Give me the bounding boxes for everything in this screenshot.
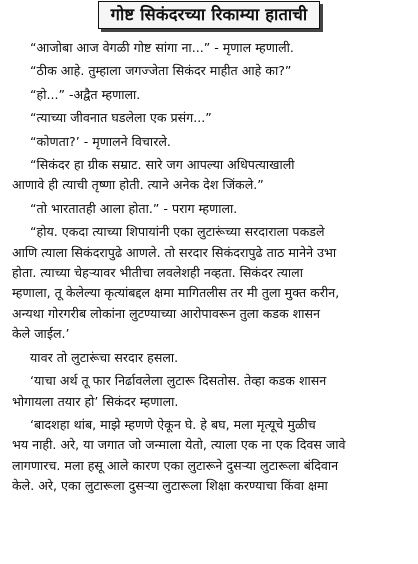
paragraph: [12, 155, 411, 196]
text-line: ‘याचा अर्थ तू फार निर्ढावलेला लुटारू दिसतोस. तेव्हा कडक शासन: [30, 373, 327, 389]
text-line: यावर तो लुटारूंचा सरदार हसला.: [30, 349, 179, 365]
story-body: [12, 38, 411, 497]
text-line: होता. त्याच्या चेहऱ्यावर भीतीचा लवलेशही नव्हता. सिकंदर त्याला: [12, 265, 303, 281]
paragraph: [30, 132, 411, 152]
paragraph: [30, 61, 411, 81]
text-line: “तो भारतातही आला होता.” - पराग म्हणाला.: [30, 200, 238, 216]
text-line: “होय. एकदा त्याच्या शिपायांनी एका लुटारूंच्या सरदाराला पकडले: [30, 224, 325, 240]
text-line: म्हणाला, तू केलेल्या कृत्यांबद्दल क्षमा मागितलीस तर मी तुला मुक्त करीन,: [12, 285, 340, 301]
paragraph: [12, 222, 411, 344]
paragraph: [30, 85, 411, 105]
paragraph: [30, 199, 411, 219]
text-line: “सिकंदर हा ग्रीक सम्राट. सारे जग आपल्या अधिपत्याखाली: [30, 157, 295, 173]
text-line: केले जाईल.’: [12, 326, 70, 342]
paragraph: [12, 371, 411, 412]
text-line: “ठीक आहे. तुम्हाला जगज्जेता सिकंदर माहीत आहे का?”: [30, 63, 292, 79]
text-line: आणि त्याला सिकंदरापुढे आणले. तो सरदार सिकंदरापुढे ताठ मानेने उभा: [12, 244, 337, 260]
text-line: “आजोबा आज वेगळी गोष्ट सांगा ना...” - मृणाल म्हणाली.: [30, 40, 294, 55]
text-line: लागणारच. मला हसू आले कारण एका लुटारूने दुसऱ्या लुटारूला बंदिवान: [12, 457, 339, 473]
text-line: अन्यथा गोरगरीब लोकांना लुटण्याच्या आरोपावरून तुला कडक शासन: [12, 305, 321, 321]
paragraph: [30, 38, 411, 58]
title-wrap: [0, 1, 418, 29]
paragraph: [30, 348, 411, 368]
text-line: आणावे ही त्याची तृष्णा होती. त्याने अनेक देश जिंकले.”: [12, 177, 264, 193]
text-line: “त्याच्या जीवनात घडलेला एक प्रसंग...”: [30, 110, 212, 126]
text-line: भय नाही. अरे, या जगात जो जन्माला येतो, त्याला एक ना एक दिवस जावे: [12, 437, 346, 453]
text-line: भोगायला तयार हो’ सिकंदर म्हणाला.: [12, 393, 179, 409]
paragraph: [30, 108, 411, 128]
paragraph: [12, 415, 411, 497]
text-line: ‘बादशहा थांब, माझे म्हणणे ऐकून घे. हे बघ, मला मृत्यूचे मुळीच: [30, 416, 316, 432]
text-line: “कोणता?’ - मृणालने विचारले.: [30, 133, 171, 149]
text-line: “हो...” -अद्वैत म्हणाला.: [30, 86, 141, 102]
story-title: गोष्ट सिकंदरच्या रिकाम्या हाताची: [98, 1, 321, 29]
text-line: केले. अरे, एका लुटारूला दुसऱ्या लुटारूला शिक्षा करण्याचा किंवा क्षमा: [12, 478, 328, 494]
